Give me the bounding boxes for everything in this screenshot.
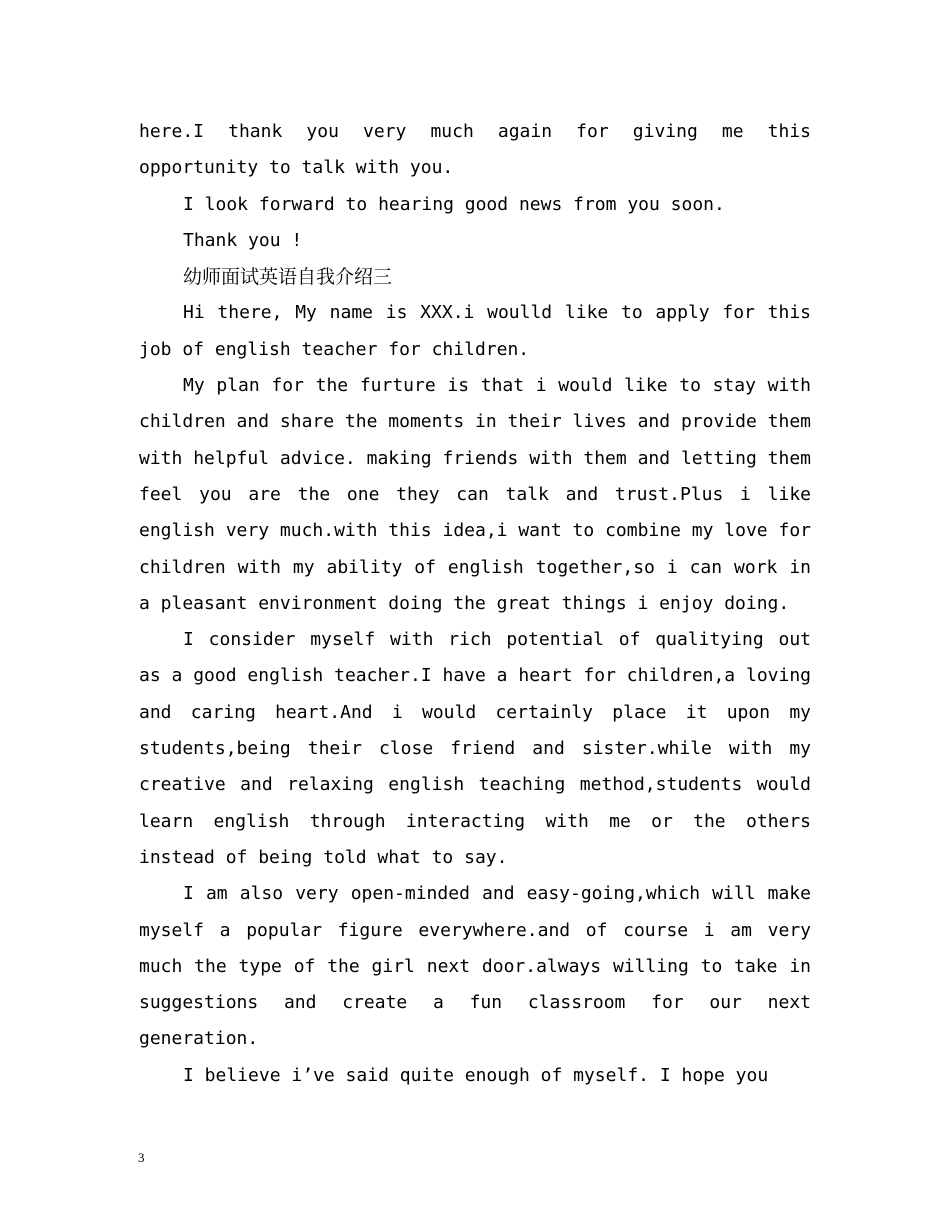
section-heading: 幼师面试英语自我介绍三	[183, 266, 393, 289]
paragraph-introduction: Hi there, My name is XXX.i woulld like to apply for this job of english teacher for children.	[139, 302, 811, 360]
paragraph-closing-thanks: here.I thank you very much again for giving me this opportunity to talk with you.	[139, 121, 811, 179]
paragraph-look-forward: I look forward to hearing good news from you soon.	[183, 193, 725, 215]
page-number: 3	[138, 1150, 145, 1165]
paragraph-conclusion: I believe i’ve said quite enough of myself. I hope you	[183, 1064, 769, 1086]
paragraph-potential: I consider myself with rich potential of qualitying out as a good english teacher.I have a heart for children,a loving and caring heart.And i would certainly place it upon my students,being their close friend and sister.while with my creative and relaxing english teaching method,students would learn english through interacting with me or the others instead of being told what to say.	[139, 629, 811, 868]
paragraph-thank-you: Thank you !	[183, 229, 303, 251]
paragraph-future-plan: My plan for the furture is that i would like to stay with children and share the moments in their lives and provide them with helpful advice. making friends with them and letting them feel you are the one they can talk and trust.Plus i like english very much.with this idea,i want to combine my love for children with my ability of english together,so i can work in a pleasant environment doing the great things i enjoy doing.	[139, 375, 811, 614]
paragraph-personality: I am also very open-minded and easy-going,which will make myself a popular figure everywhere.and of course i am very much the type of the girl next door.always willing to take in suggestions and create a fun classroom for our next generation.	[139, 883, 811, 1050]
document-body	[139, 114, 811, 1094]
